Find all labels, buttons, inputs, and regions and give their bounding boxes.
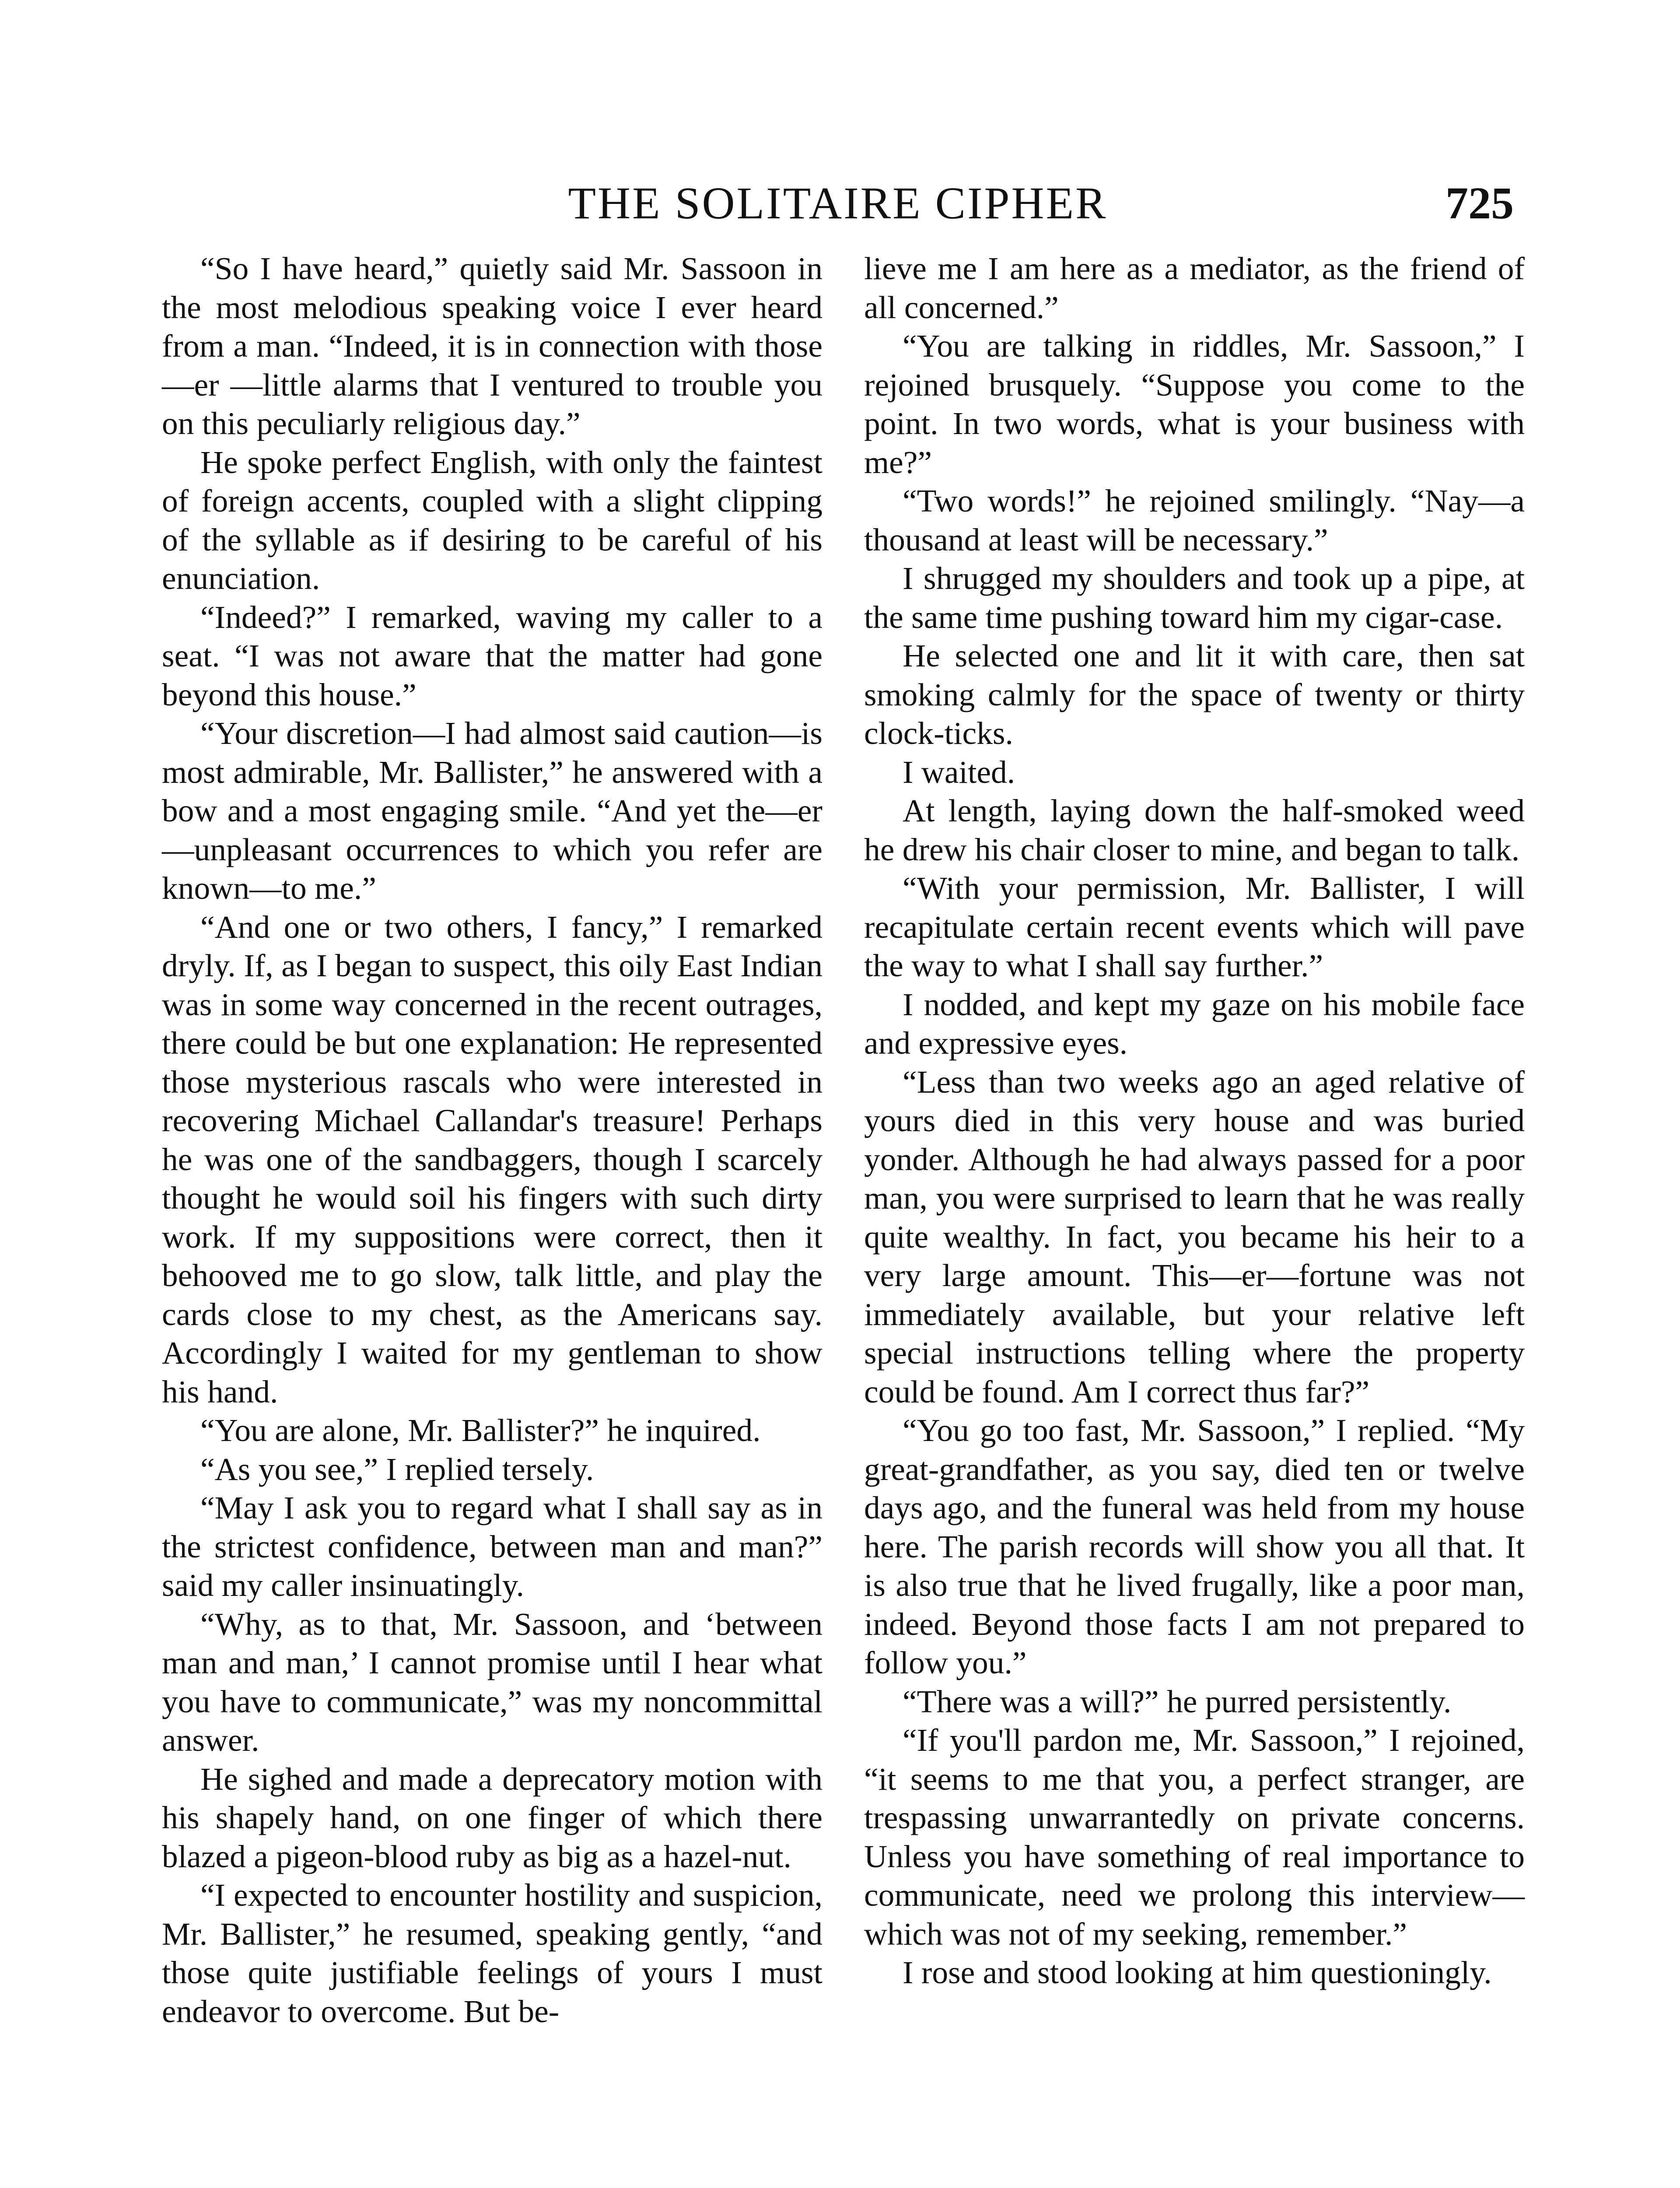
paragraph: “You are alone, Mr. Ballister?” he inquired. [200, 1413, 761, 1448]
paragraph: I shrugged my shoulders and took up a pipe, at the same time pushing toward him my cigar-case. [864, 561, 1525, 635]
paragraph: I waited. [903, 754, 1015, 790]
running-title: THE SOLITAIRE CIPHER [568, 178, 1108, 228]
right-column [864, 249, 1525, 1992]
paragraph: At length, laying down the half-smoked weed he drew his chair closer to mine, and began to talk. [864, 793, 1525, 867]
paragraph: He spoke perfect English, with only the faintest of foreign accents, coupled with a slight clipping of the syllable as if desiring to be careful of his enunciation. [162, 444, 822, 596]
paragraph: “And one or two others, I fancy,” I remarked dryly. If, as I began to suspect, this oily East Indian was in some way concerned in the recent outrages, there could be but one explanation: He represented those mysterious rascals who were interested in recovering Michael Callandar's treasure! Perhaps he was one of the sandbaggers, though I scarcely thought he would soil his fingers with such dirty work. If my suppositions were correct, then it behooved me to go slow, talk little, and play the cards close to my chest, as the Americans say. Accordingly I waited for my gentleman to show his hand. [162, 909, 822, 1410]
paragraph: “I expected to encounter hostility and suspicion, Mr. Ballister,” he resumed, speaking gently, “and those quite justifiable feelings of yours I must endeavor to overcome. But be- [162, 1877, 822, 2029]
paragraph: “If you'll pardon me, Mr. Sassoon,” I rejoined, “it seems to me that you, a perfect stranger, are trespassing unwarrantedly on private concerns. Unless you have something of real importance to communicate, need we prolong this interview—which was not of my seeking, remember.” [864, 1722, 1525, 1952]
page-header [162, 173, 1514, 234]
paragraph: “May I ask you to regard what I shall say as in the strictest confidence, between man and man?” said my caller insinuatingly. [162, 1490, 822, 1603]
paragraph: “You go too fast, Mr. Sassoon,” I replied. “My great-grandfather, as you say, died ten or twelve days ago, and the funeral was held from my house here. The parish records will show you all that. It is also true that he lived frugally, like a poor man, indeed. Beyond those facts I am not prepared to follow you.” [864, 1413, 1525, 1680]
paragraph: I rose and stood looking at him questioningly. [903, 1955, 1492, 1990]
paragraph-continued: lieve me I am here as a mediator, as the friend of all concerned.” [864, 251, 1525, 325]
paragraph: “As you see,” I replied tersely. [200, 1451, 594, 1487]
page-number: 725 [1446, 178, 1514, 228]
paragraph: “With your permission, Mr. Ballister, I will recapitulate certain recent events which will pave the way to what I shall say further.” [864, 870, 1525, 983]
left-column [162, 249, 822, 2031]
paragraph: “Indeed?” I remarked, waving my caller to a seat. “I was not aware that the matter had gone beyond this house.” [162, 599, 822, 712]
paragraph: He sighed and made a deprecatory motion with his shapely hand, on one finger of which there blazed a pigeon-blood ruby as big as a hazel-nut. [162, 1761, 822, 1874]
paragraph: “Why, as to that, Mr. Sassoon, and ‘between man and man,’ I cannot promise until I hear what you have to communicate,” was my noncommittal answer. [162, 1606, 822, 1758]
paragraph: “Two words!” he rejoined smilingly. “Nay—a thousand at least will be necessary.” [864, 483, 1525, 558]
paragraph: I nodded, and kept my gaze on his mobile face and expressive eyes. [864, 986, 1525, 1061]
paragraph: “So I have heard,” quietly said Mr. Sassoon in the most melodious speaking voice I ever heard from a man. “Indeed, it is in connection with those—er —little alarms that I ventured to trouble you on this peculiarly religious day.” [162, 251, 822, 441]
paragraph: “Less than two weeks ago an aged relative of yours died in this very house and was buried yonder. Although he had always passed for a poor man, you were surprised to learn that he was really quite wealthy. In fact, you became his heir to a very large amount. This—er—fortune was not immediately available, but your relative left special instructions telling where the property could be found. Am I correct thus far?” [864, 1064, 1525, 1410]
paragraph: “You are talking in riddles, Mr. Sassoon,” I rejoined brusquely. “Suppose you come to the point. In two words, what is your business with me?” [864, 328, 1525, 480]
paragraph: “There was a will?” he purred persistently. [903, 1683, 1452, 1719]
paragraph: He selected one and lit it with care, then sat smoking calmly for the space of twenty or thirty clock-ticks. [864, 638, 1525, 751]
paragraph: “Your discretion—I had almost said caution—is most admirable, Mr. Ballister,” he answered with a bow and a most engaging smile. “And yet the—er —unpleasant occurrences to which you refer are known—to me.” [162, 715, 822, 906]
